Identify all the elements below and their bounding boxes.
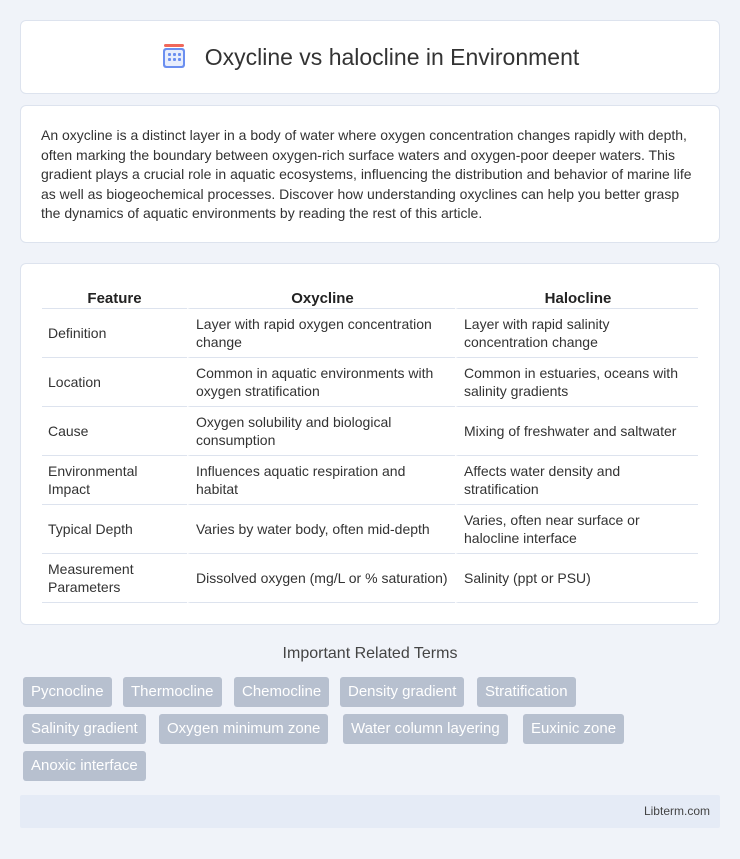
tag-chemocline[interactable]: Chemocline xyxy=(234,677,329,707)
table-cell-oxycline: Oxygen solubility and biological consumption xyxy=(187,407,455,456)
table-cell-halocline: Varies, often near surface or halocline interface xyxy=(455,505,698,554)
tag-euxinic-zone[interactable]: Euxinic zone xyxy=(523,714,624,744)
header-feature: Feature xyxy=(42,282,187,309)
table-cell-oxycline: Varies by water body, often mid-depth xyxy=(187,505,455,554)
table-cell-halocline: Affects water density and stratification xyxy=(455,456,698,505)
table-cell-feature: Definition xyxy=(42,309,187,358)
table-row xyxy=(42,554,698,603)
table-header-row xyxy=(42,282,698,309)
table-cell-oxycline: Layer with rapid oxygen concentration change xyxy=(187,309,455,358)
comparison-table xyxy=(42,282,698,603)
tag-water-column-layering[interactable]: Water column layering xyxy=(343,714,508,744)
comparison-table-card xyxy=(20,263,720,625)
tag-thermocline[interactable]: Thermocline xyxy=(123,677,222,707)
table-cell-oxycline: Dissolved oxygen (mg/L or % saturation) xyxy=(187,554,455,603)
table-cell-feature: Typical Depth xyxy=(42,505,187,554)
footer xyxy=(20,795,720,828)
header-halocline: Halocline xyxy=(455,282,698,309)
table-cell-feature: Cause xyxy=(42,407,187,456)
table-row xyxy=(42,407,698,456)
intro-text: An oxycline is a distinct layer in a body of water where oxygen concentration changes rapidly with depth, often marking the boundary between oxygen-rich surface waters and oxygen-poor deeper waters. This gradient plays a crucial role in aquatic ecosystems, influencing the distribution and behavior of marine life as well as biogeochemical processes. Discover how understanding oxyclines can help you better grasp the dynamics of aquatic environments by reading the rest of this article. xyxy=(41,127,692,222)
tag-anoxic-interface[interactable]: Anoxic interface xyxy=(23,751,146,781)
tag-density-gradient[interactable]: Density gradient xyxy=(340,677,464,707)
table-cell-halocline: Common in estuaries, oceans with salinity gradients xyxy=(455,358,698,407)
header-card xyxy=(20,20,720,94)
header-oxycline: Oxycline xyxy=(187,282,455,309)
table-row xyxy=(42,309,698,358)
tag-salinity-gradient[interactable]: Salinity gradient xyxy=(23,714,146,744)
tag-pycnocline[interactable]: Pycnocline xyxy=(23,677,112,707)
table-cell-feature: Environmental Impact xyxy=(42,456,187,505)
related-terms-title: Important Related Terms xyxy=(282,645,458,662)
table-row xyxy=(42,358,698,407)
table-row xyxy=(42,456,698,505)
table-row xyxy=(42,505,698,554)
calendar-icon xyxy=(161,44,187,70)
table-cell-halocline: Layer with rapid salinity concentration change xyxy=(455,309,698,358)
table-cell-oxycline: Common in aquatic environments with oxygen stratification xyxy=(187,358,455,407)
table-cell-feature: Measurement Parameters xyxy=(42,554,187,603)
table-cell-oxycline: Influences aquatic respiration and habitat xyxy=(187,456,455,505)
tag-oxygen-minimum-zone[interactable]: Oxygen minimum zone xyxy=(159,714,328,744)
table-cell-feature: Location xyxy=(42,358,187,407)
tag-stratification[interactable]: Stratification xyxy=(477,677,576,707)
table-cell-halocline: Salinity (ppt or PSU) xyxy=(455,554,698,603)
intro-card xyxy=(20,105,720,243)
table-cell-halocline: Mixing of freshwater and saltwater xyxy=(455,407,698,456)
page-title: Oxycline vs halocline in Environment xyxy=(204,43,580,70)
footer-site-link[interactable]: Libterm.com xyxy=(643,804,710,818)
